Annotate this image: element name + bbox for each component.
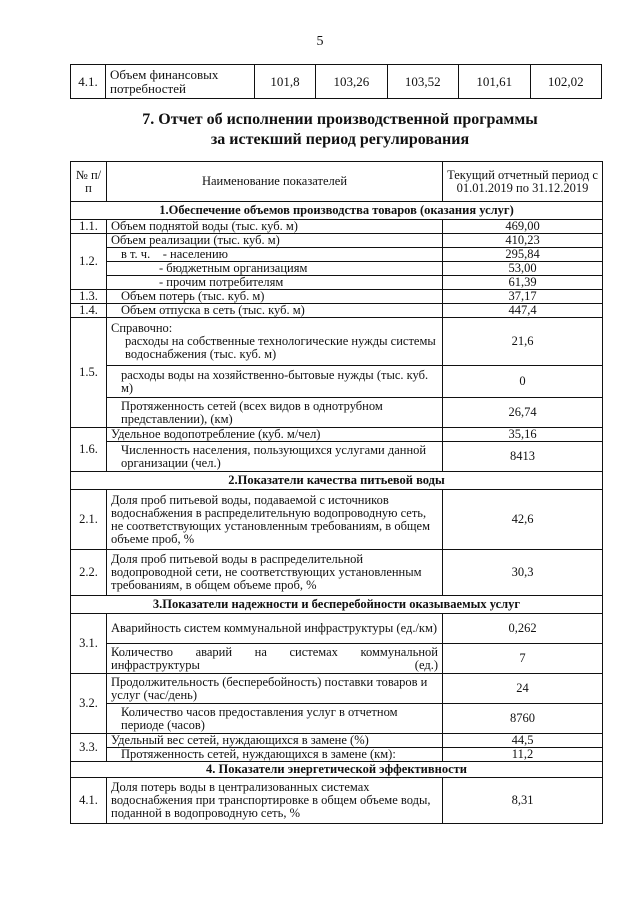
row-number: 1.1.	[71, 220, 107, 234]
row-number: 2.1.	[71, 490, 107, 550]
row-number: 3.3.	[71, 734, 107, 762]
row-name: Доля потерь воды в централизованных системах водоснабжения при транспортировке в общем объеме воды, поданной в водопроводную сеть, %	[107, 778, 443, 824]
reference-label: Справочно:	[111, 321, 173, 335]
row-value: 447,4	[443, 304, 603, 318]
row-value: 53,00	[443, 262, 603, 276]
row-number: 1.5.	[71, 318, 107, 428]
report-table	[70, 161, 603, 824]
row-number: 4.1.	[71, 65, 106, 99]
table-row	[71, 234, 603, 248]
row-number: 3.2.	[71, 674, 107, 734]
table-row	[71, 614, 603, 644]
row-name: Объем отпуска в сеть (тыс. куб. м)	[107, 304, 443, 318]
row-value: 295,84	[443, 248, 603, 262]
row-value: 26,74	[443, 398, 603, 428]
section-heading	[100, 110, 580, 150]
heading-line-2: за истекший период регулирования	[210, 131, 470, 148]
financial-needs-table	[70, 64, 602, 99]
row-sub-label: - населению	[162, 247, 228, 261]
row-value: 37,17	[443, 290, 603, 304]
row-number: 1.3.	[71, 290, 107, 304]
row-name: Удельное водопотребление (куб. м/чел)	[107, 428, 443, 442]
row-name: Продолжительность (бесперебойность) поставки товаров и услуг (час/день)	[107, 674, 443, 704]
table-row	[71, 550, 603, 596]
row-name: Протяженность сетей, нуждающихся в замене (км):	[107, 748, 443, 762]
row-value: 21,6	[443, 318, 603, 366]
row-name: Аварийность систем коммунальной инфраструктуры (ед./км)	[107, 614, 443, 644]
header-name: Наименование показателей	[107, 162, 443, 202]
row-value: 35,16	[443, 428, 603, 442]
row-sub-label: расходы на собственные технологические нужды системы водоснабжения (тыс. куб. м)	[125, 334, 436, 361]
table-row	[71, 490, 603, 550]
row-number: 4.1.	[71, 778, 107, 824]
header-period: Текущий отчетный период с 01.01.2019 по 31.12.2019	[443, 162, 603, 202]
row-name	[107, 248, 443, 262]
row-value: 24	[443, 674, 603, 704]
table-row	[71, 366, 603, 398]
value-cell: 103,26	[316, 65, 387, 99]
table-row	[71, 442, 603, 472]
table-row	[71, 262, 603, 276]
row-name: Объем поднятой воды (тыс. куб. м)	[107, 220, 443, 234]
row-name: Объем потерь (тыс. куб. м)	[107, 290, 443, 304]
table-row	[71, 748, 603, 762]
value-cell: 101,8	[255, 65, 316, 99]
row-name: Количество часов предоставления услуг в отчетном периоде (часов)	[107, 704, 443, 734]
table-row	[71, 276, 603, 290]
row-value: 44,5	[443, 734, 603, 748]
row-name: Объем реализации (тыс. куб. м)	[107, 234, 443, 248]
section-1-title: 1.Обеспечение объемов производства товаров (оказания услуг)	[71, 202, 603, 220]
row-name: Доля проб питьевой воды в распределительной водопроводной сети, не соответствующих установленным требованиям, в общем объеме проб, %	[107, 550, 443, 596]
header-row	[71, 162, 603, 202]
value-cell: 103,52	[387, 65, 458, 99]
table-row	[71, 704, 603, 734]
table-row	[71, 778, 603, 824]
table-row	[71, 428, 603, 442]
row-name: Протяженность сетей (всех видов в однотрубном представлении), (км)	[107, 398, 443, 428]
row-number: 1.2.	[71, 234, 107, 290]
row-number: 1.4.	[71, 304, 107, 318]
row-name	[107, 318, 443, 366]
row-name: Доля проб питьевой воды, подаваемой с источников водоснабжения в распределительную водопроводную сеть, не соответствующих установленным требованиям, в общем объеме проб, %	[107, 490, 443, 550]
page-number: 5	[316, 34, 324, 49]
row-value: 410,23	[443, 234, 603, 248]
section-2-title: 2.Показатели качества питьевой воды	[71, 472, 603, 490]
row-prefix: в т. ч.	[121, 247, 151, 261]
table-row	[71, 398, 603, 428]
section-4-title: 4. Показатели энергетической эффективности	[71, 762, 603, 778]
row-value: 42,6	[443, 490, 603, 550]
value-cell: 101,61	[459, 65, 530, 99]
row-name: Удельный вес сетей, нуждающихся в замене (%)	[107, 734, 443, 748]
table-row	[71, 644, 603, 674]
row-number: 2.2.	[71, 550, 107, 596]
row-name: расходы воды на хозяйственно-бытовые нужды (тыс. куб. м)	[107, 366, 443, 398]
row-value: 0,262	[443, 614, 603, 644]
value-cell: 102,02	[530, 65, 602, 99]
table-row	[71, 674, 603, 704]
row-name: Численность населения, пользующихся услугами данной организации (чел.)	[107, 442, 443, 472]
row-number: 3.1.	[71, 614, 107, 674]
row-name: Количество аварий на системах коммунальной инфраструктуры (ед.)	[107, 644, 443, 674]
row-value: 469,00	[443, 220, 603, 234]
row-value: 8760	[443, 704, 603, 734]
row-value: 30,3	[443, 550, 603, 596]
table-row	[71, 734, 603, 748]
row-value: 7	[443, 644, 603, 674]
row-name: - прочим потребителям	[107, 276, 443, 290]
table-row	[71, 248, 603, 262]
table-row	[71, 65, 602, 99]
row-value: 8413	[443, 442, 603, 472]
table-row	[71, 318, 603, 366]
heading-line-1: 7. Отчет об исполнении производственной программы	[142, 111, 538, 128]
row-number: 1.6.	[71, 428, 107, 472]
row-value: 61,39	[443, 276, 603, 290]
row-name: - бюджетным организациям	[107, 262, 443, 276]
row-value: 0	[443, 366, 603, 398]
row-name: Объем финансовых потребностей	[106, 65, 255, 99]
table-row	[71, 220, 603, 234]
table-row	[71, 304, 603, 318]
row-value: 11,2	[443, 748, 603, 762]
header-num: № п/п	[71, 162, 107, 202]
section-3-title: 3.Показатели надежности и бесперебойности оказываемых услуг	[71, 596, 603, 614]
table-row	[71, 290, 603, 304]
row-value: 8,31	[443, 778, 603, 824]
